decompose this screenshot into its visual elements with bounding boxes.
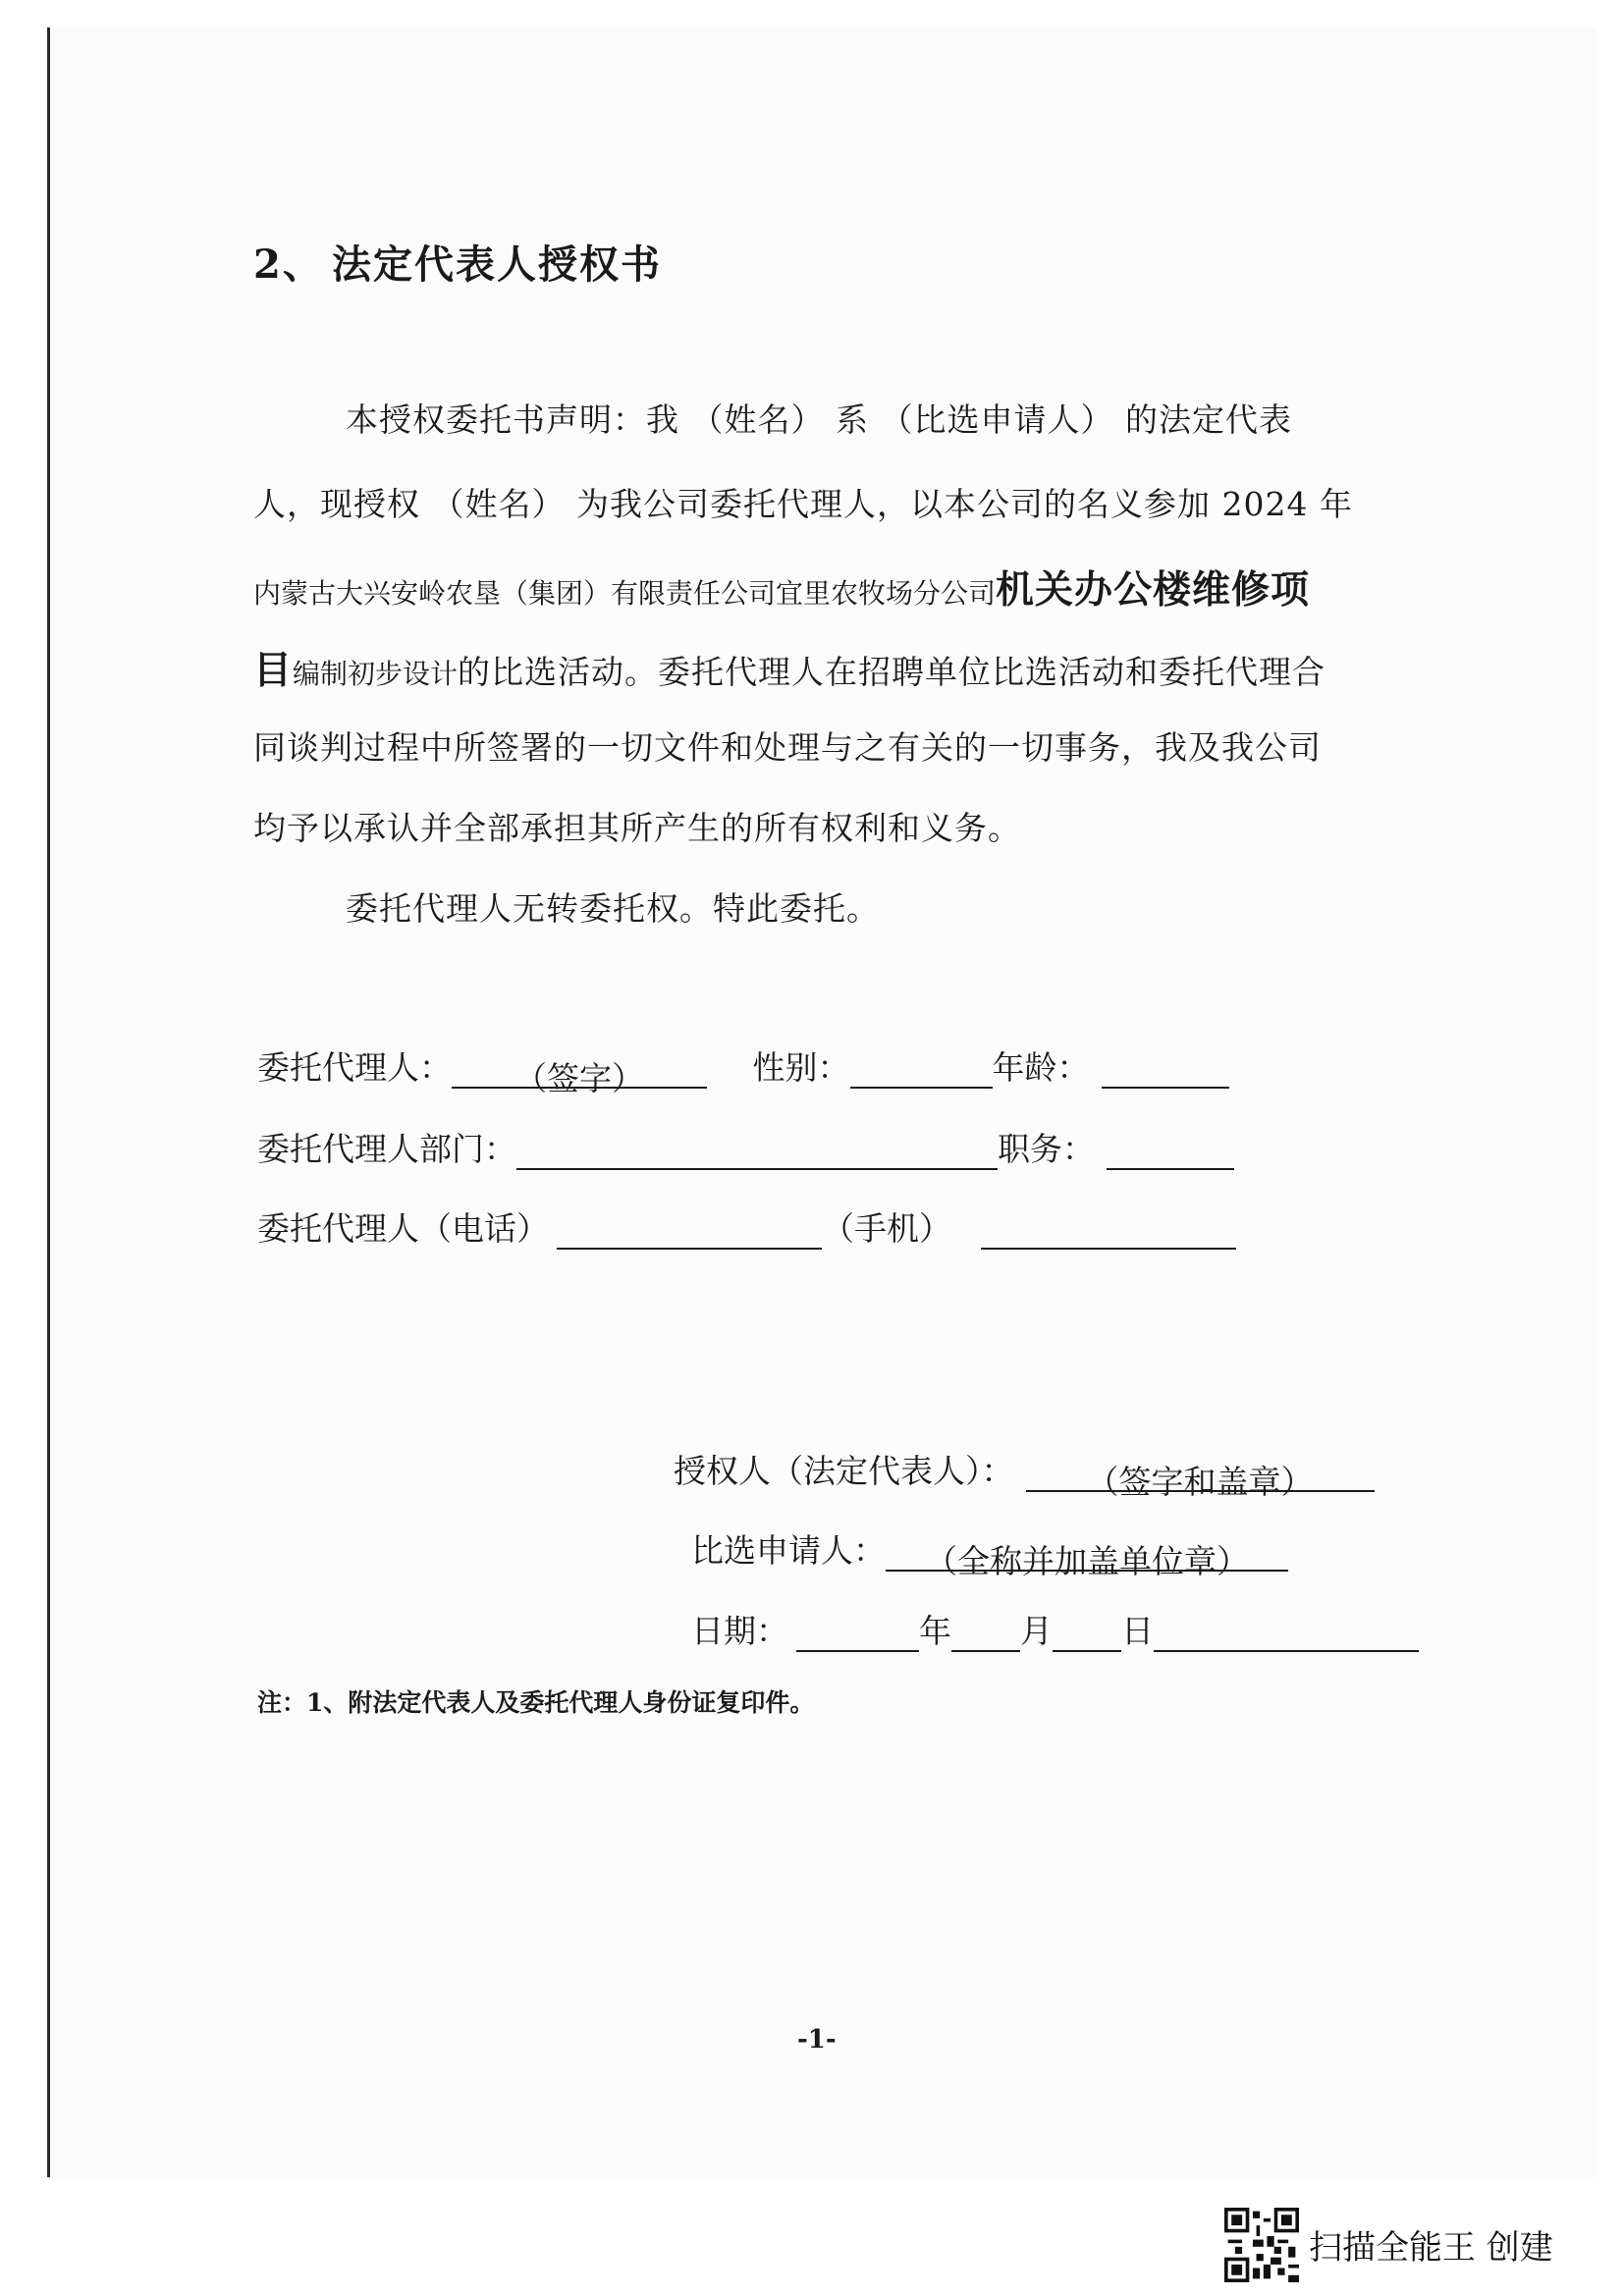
month-label: 月 <box>1020 1612 1053 1650</box>
day-field[interactable] <box>1053 1617 1121 1652</box>
qr-code-icon <box>1224 2208 1299 2282</box>
position-label: 职务： <box>998 1130 1095 1168</box>
department-row <box>257 1124 1234 1170</box>
gender-label: 性别： <box>752 1048 850 1087</box>
day-label: 日 <box>1121 1612 1154 1650</box>
applicant-row <box>691 1525 1288 1580</box>
body-line-1: 本授权委托书声明：我 （姓名） 系 （比选申请人） 的法定代表 <box>346 400 1292 439</box>
phone-row <box>257 1203 1236 1250</box>
section-number: 2、 <box>253 241 324 288</box>
project-name-part1: 机关办公楼维修项 <box>996 567 1311 613</box>
phone-label: 委托代理人（电话） <box>257 1209 549 1248</box>
position-field[interactable] <box>1107 1135 1234 1170</box>
phone-field[interactable] <box>557 1214 822 1250</box>
agent-signature-field[interactable]: （签字） <box>452 1053 707 1089</box>
age-field[interactable] <box>1102 1053 1229 1089</box>
applicant-field[interactable]: （全称并加盖单位章） <box>886 1536 1288 1572</box>
age-label: 年龄： <box>992 1048 1090 1087</box>
page-number: -1- <box>797 2025 837 2055</box>
project-scope: 编制初步设计 <box>293 658 459 690</box>
body-line-5: 同谈判过程中所签署的一切文件和处理与之有关的一切事务，我及我公司 <box>253 728 1322 767</box>
scanned-page <box>47 27 1596 2177</box>
footnote: 注：1、附法定代表人及委托代理人身份证复印件。 <box>257 1688 815 1717</box>
agent-label: 委托代理人： <box>257 1048 452 1087</box>
company-name: 内蒙古大兴安岭农垦（集团）有限责任公司宜里农牧场分公司 <box>253 577 997 610</box>
body-line-7: 委托代理人无转委托权。特此委托。 <box>346 889 880 928</box>
date-trailing-line <box>1154 1617 1419 1652</box>
body-line-2: 人，现授权 （姓名） 为我公司委托代理人，以本公司的名义参加 2024 年 <box>253 485 1353 523</box>
department-field[interactable] <box>516 1135 998 1170</box>
body-line-3 <box>253 560 1310 614</box>
mobile-label: （手机） <box>822 1209 951 1248</box>
gender-field[interactable] <box>850 1053 993 1089</box>
date-label: 日期： <box>691 1612 788 1650</box>
applicant-label: 比选申请人： <box>691 1531 886 1570</box>
date-row <box>691 1606 1419 1652</box>
body-line-4-rest: 的比选活动。委托代理人在招聘单位比选活动和委托代理合 <box>458 653 1326 691</box>
authorizer-signature-field[interactable]: （签字和盖章） <box>1026 1457 1375 1492</box>
section-heading <box>253 234 662 290</box>
month-field[interactable] <box>951 1617 1020 1652</box>
mobile-field[interactable] <box>981 1214 1236 1250</box>
body-line-6: 均予以承认并全部承担其所产生的所有权利和义务。 <box>253 809 1021 847</box>
department-label: 委托代理人部门： <box>257 1130 516 1168</box>
body-line-4 <box>253 640 1325 695</box>
authorizer-label: 授权人（法定代表人）： <box>674 1452 1014 1490</box>
authorizer-row <box>674 1446 1375 1501</box>
year-label: 年 <box>919 1612 951 1650</box>
section-title: 法定代表人授权书 <box>332 241 662 288</box>
year-field[interactable] <box>796 1617 919 1652</box>
agent-row <box>257 1042 1229 1097</box>
scanner-brand-label: 扫描全能王 创建 <box>1309 2228 1553 2268</box>
project-name-part2: 目 <box>253 648 294 693</box>
